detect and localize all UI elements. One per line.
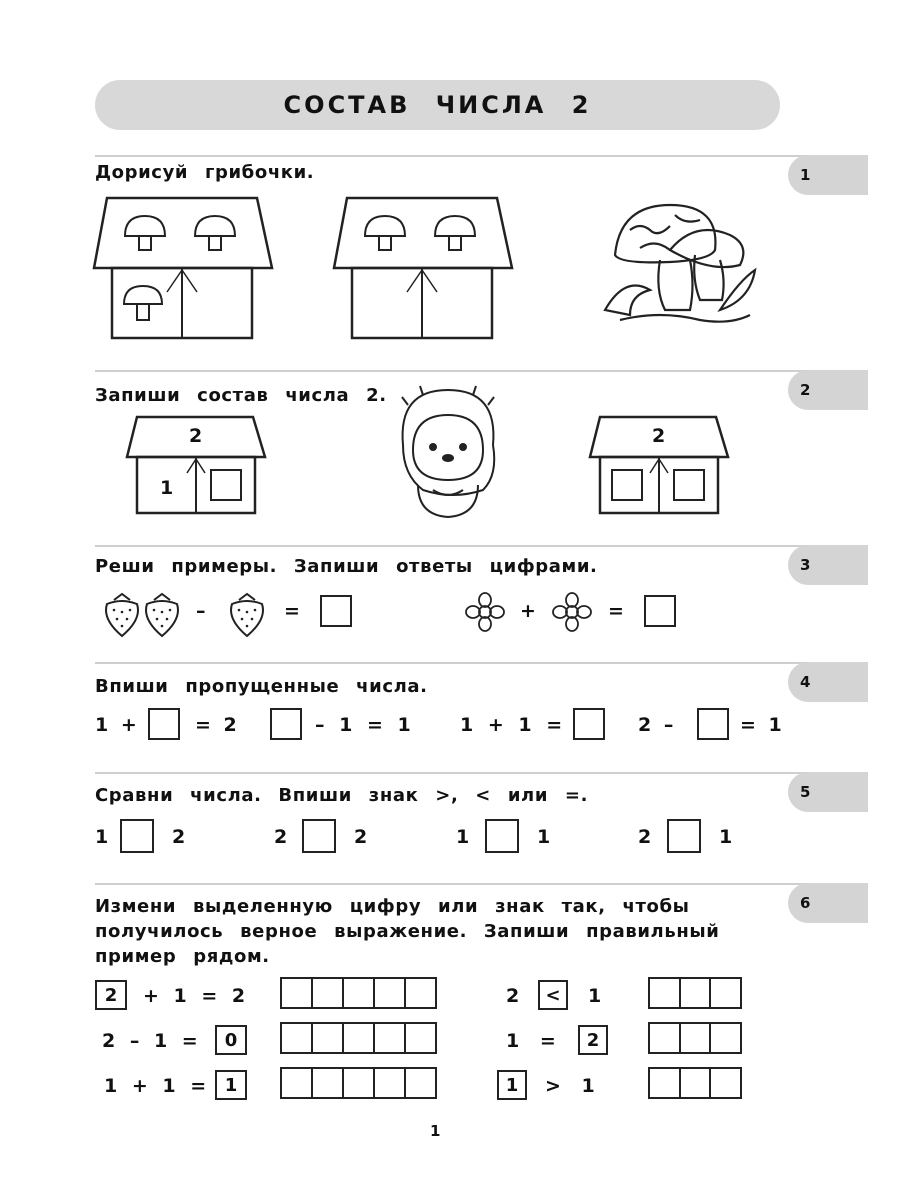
task-6-instruction-line-1: Измени выделенную цифру или знак так, чтобы (95, 896, 690, 917)
house-with-mushrooms-1 (92, 196, 277, 341)
mushroom-icon (435, 216, 475, 250)
task-2-instruction: Запиши состав числа 2. (95, 385, 387, 406)
answer-grid[interactable] (648, 977, 742, 1009)
house-1-left-number: 1 (160, 477, 174, 499)
answer-box[interactable] (644, 595, 676, 627)
equals-sign: = (608, 600, 624, 622)
highlighted-digit: 1 (497, 1070, 527, 1100)
strawberry-icon (142, 592, 182, 637)
task-6-instruction-line-3: пример рядом. (95, 946, 270, 967)
divider (95, 545, 865, 547)
highlighted-sign: < (538, 980, 568, 1010)
expression-part: > 1 (545, 1075, 595, 1097)
answer-box[interactable] (697, 708, 729, 740)
task-6-instruction-line-2: получилось верное выражение. Запиши правильный (95, 921, 720, 942)
task-number-5: 5 (788, 772, 868, 812)
page-number: 1 (430, 1122, 441, 1140)
mushroom-icon (365, 216, 405, 250)
expression-part: 2 (506, 985, 520, 1007)
expression-part: = 1 (740, 714, 782, 736)
highlighted-digit: 2 (95, 980, 127, 1010)
answer-grid[interactable] (280, 1022, 437, 1054)
flower-icon (465, 592, 505, 632)
compare-box[interactable] (485, 819, 519, 853)
compare-number: 2 (354, 826, 368, 848)
page-title (95, 80, 780, 130)
mushroom-icon (124, 286, 162, 320)
mushrooms-illustration (600, 200, 760, 325)
hedgehog-illustration (388, 385, 498, 525)
divider (95, 662, 865, 664)
task-1-instruction: Дорисуй грибочки. (95, 162, 315, 183)
task-number-3: 3 (788, 545, 868, 585)
highlighted-digit: 2 (578, 1025, 608, 1055)
expression-part: 1 (588, 985, 602, 1007)
answer-grid[interactable] (280, 1067, 437, 1099)
compare-box[interactable] (302, 819, 336, 853)
highlighted-digit: 1 (215, 1070, 247, 1100)
answer-box[interactable] (270, 708, 302, 740)
compare-box[interactable] (667, 819, 701, 853)
expression-part: = 2 (195, 714, 237, 736)
answer-box[interactable] (320, 595, 352, 627)
expression-part: 2 – (638, 714, 674, 736)
compare-number: 1 (719, 826, 733, 848)
expression-part: 1 = (506, 1030, 556, 1052)
page-title-text: СОСТАВ ЧИСЛА 2 (283, 91, 592, 119)
compare-number: 1 (456, 826, 470, 848)
expression-part: 1 + 1 = (104, 1075, 207, 1097)
expression-part: + 1 = 2 (143, 985, 246, 1007)
expression-part: 2 – 1 = (102, 1030, 198, 1052)
house-2-top-number: 2 (652, 425, 666, 447)
task-3-instruction: Реши примеры. Запиши ответы цифрами. (95, 556, 598, 577)
highlighted-digit: 0 (215, 1025, 247, 1055)
house-1-top-number: 2 (189, 425, 203, 447)
compare-number: 2 (274, 826, 288, 848)
house-with-mushrooms-2 (332, 196, 517, 341)
answer-box[interactable] (573, 708, 605, 740)
task-number-4: 4 (788, 662, 868, 702)
answer-grid[interactable] (648, 1022, 742, 1054)
divider (95, 370, 865, 372)
task-5-instruction: Сравни числа. Впиши знак >, < или =. (95, 785, 589, 806)
equals-sign: = (284, 600, 300, 622)
answer-box[interactable] (148, 708, 180, 740)
expression-part: 1 + 1 = (460, 714, 563, 736)
divider (95, 155, 865, 157)
plus-sign: + (520, 600, 536, 622)
strawberry-icon (227, 592, 267, 637)
flower-icon (552, 592, 592, 632)
divider (95, 883, 865, 885)
compare-box[interactable] (120, 819, 154, 853)
compare-number: 1 (95, 826, 109, 848)
divider (95, 772, 865, 774)
compare-number: 2 (172, 826, 186, 848)
task-number-2: 2 (788, 370, 868, 410)
answer-grid[interactable] (280, 977, 437, 1009)
compare-number: 1 (537, 826, 551, 848)
task-number-1: 1 (788, 155, 868, 195)
expression-part: 1 + (95, 714, 137, 736)
answer-grid[interactable] (648, 1067, 742, 1099)
expression-part: – 1 = 1 (315, 714, 411, 736)
strawberry-icon (102, 592, 142, 637)
task-number-6: 6 (788, 883, 868, 923)
mushroom-icon (195, 216, 235, 250)
task-4-instruction: Впиши пропущенные числа. (95, 676, 428, 697)
compare-number: 2 (638, 826, 652, 848)
mushroom-icon (125, 216, 165, 250)
minus-sign: – (196, 600, 206, 622)
